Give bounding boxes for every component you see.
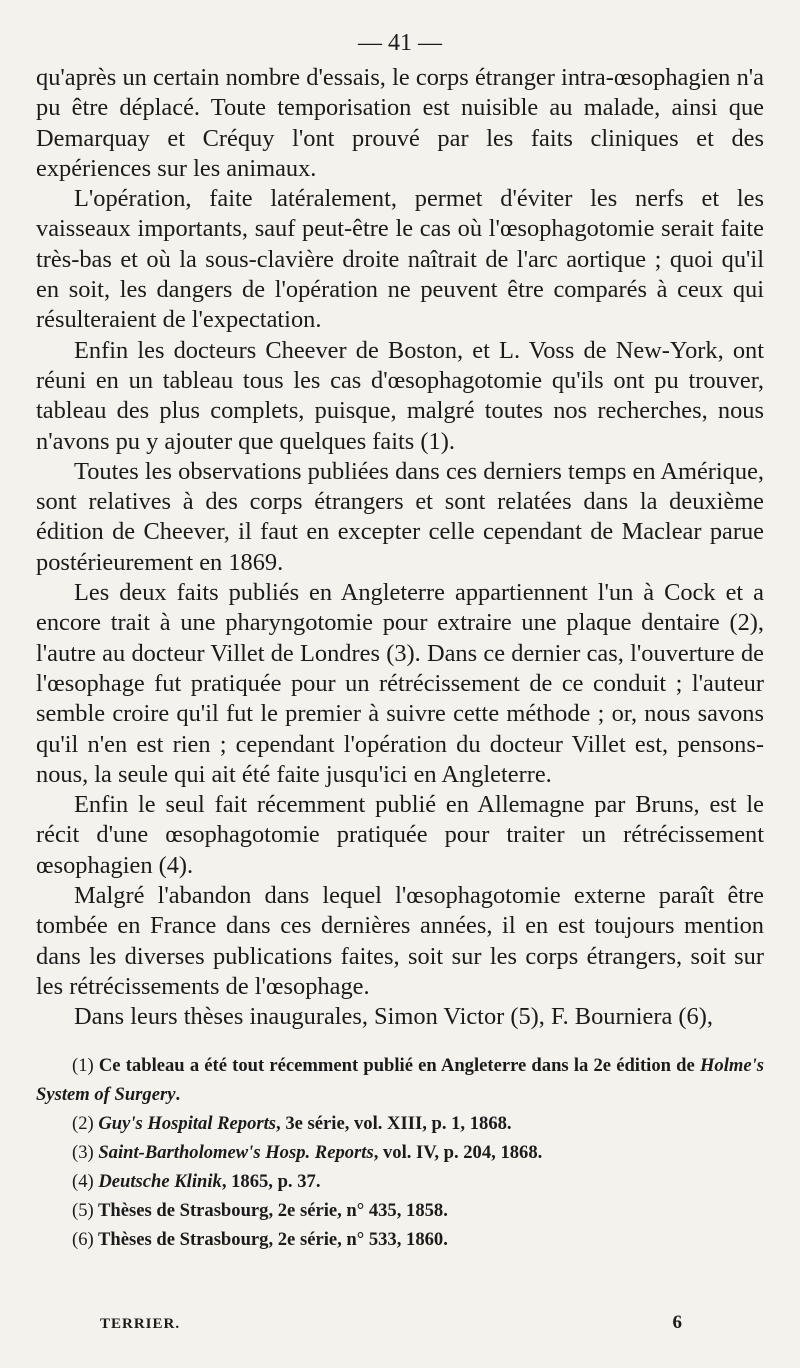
paragraph: Les deux faits publiés en Angleterre appartiennent l'un à Cock et a encore trait à une pharyngotomie pour extraire une plaque dentaire (2), l'autre au docteur Villet de Londres (3). Dans ce dernier cas, l'ouverture de l'œsophage fut pratiquée pour un rétrécissement de ce conduit ; l'auteur semble croire qu'il fut le premier à suivre cette méthode ; or, nous savons qu'il n'en est rien ; cependant l'opération du docteur Villet est, pensons-nous, la seule qui ait été faite jusqu'ici en Angleterre.	[36, 579, 764, 788]
footnote-text: Thèses de Strasbourg, 2e série, n° 533, 1860.	[98, 1228, 448, 1250]
footnote-rest: , 3e série, vol. XIII, p. 1, 1868.	[276, 1112, 512, 1134]
footnote-title: Holme's System of Surgery	[36, 1054, 764, 1105]
page-footer	[100, 1312, 682, 1334]
footnote-number: (3)	[72, 1141, 94, 1163]
footnote-text: Ce tableau a été tout récemment publié en Angleterre dans la 2e édition de	[98, 1054, 695, 1076]
footnote-rest: , 1865, p. 37.	[221, 1170, 321, 1192]
footnotes	[36, 1051, 764, 1254]
footnote	[36, 1109, 764, 1138]
footnote	[36, 1138, 764, 1167]
paragraph: L'opération, faite latéralement, permet d'éviter les nerfs et les vaisseaux importants, sauf peut-être le cas où l'œsophagotomie serait faite très-bas et où la sous-clavière droite naîtrait de l'arc aortique ; quoi qu'il en soit, les dangers de l'opération ne peuvent être comparés à ceux qui résulteraient de l'expectation.	[36, 185, 764, 334]
footnote-title: Deutsche Klinik	[98, 1170, 222, 1192]
paragraph: Enfin le seul fait récemment publié en Allemagne par Bruns, est le récit d'une œsophagotomie pratiquée pour traiter un rétrécissement œsophagien (4).	[36, 791, 764, 879]
paragraph: qu'après un certain nombre d'essais, le corps étranger intra-œsophagien n'a pu être déplacé. Toute temporisation est nuisible au malade, ainsi que Demarquay et Créquy l'ont prouvé par les faits cliniques et des expériences sur les animaux.	[36, 64, 764, 182]
paragraph: Enfin les docteurs Cheever de Boston, et L. Voss de New-York, ont réuni en un tableau tous les cas d'œsophagotomie qu'ils ont pu trouver, tableau des plus complets, puisque, malgré toutes nos recherches, nous n'avons pu y ajouter que quelques faits (1).	[36, 336, 764, 455]
signature-mark: TERRIER.	[100, 1316, 181, 1332]
footnote-title: Guy's Hospital Reports	[98, 1112, 277, 1134]
footnote-number: (4)	[72, 1170, 94, 1192]
footnote	[36, 1196, 764, 1225]
footnote-rest: .	[175, 1083, 181, 1105]
footnote-number: (6)	[72, 1228, 94, 1250]
paragraph: Toutes les observations publiées dans ces derniers temps en Amérique, sont relatives à des corps étrangers et sont relatées dans la deuxième édition de Cheever, il faut en excepter celle cependant de Maclear parue postérieurement en 1869.	[36, 457, 764, 576]
body-text	[36, 63, 764, 1033]
footnote-number: (1)	[72, 1054, 94, 1076]
footnote-number: (5)	[72, 1199, 94, 1221]
footnote	[36, 1225, 764, 1254]
paragraph: Dans leurs thèses inaugurales, Simon Victor (5), F. Bourniera (6),	[74, 1003, 713, 1031]
footnote-rest: , vol. IV, p. 204, 1868.	[373, 1141, 543, 1163]
sheet-number: 6	[672, 1312, 682, 1333]
paragraph: Malgré l'abandon dans lequel l'œsophagotomie externe paraît être tombée en France dans ces dernières années, il en est toujours mention dans les diverses publications faites, soit sur les corps étrangers, soit sur les rétrécissements de l'œsophage.	[36, 882, 764, 1000]
footnote-title: Saint-Bartholomew's Hosp. Reports	[98, 1141, 374, 1163]
footnote	[36, 1051, 764, 1109]
footnote-text: Thèses de Strasbourg, 2e série, n° 435, 1858.	[98, 1199, 448, 1221]
footnote-number: (2)	[72, 1112, 94, 1134]
footnote	[36, 1167, 764, 1196]
page-number: — 41 —	[358, 30, 442, 56]
